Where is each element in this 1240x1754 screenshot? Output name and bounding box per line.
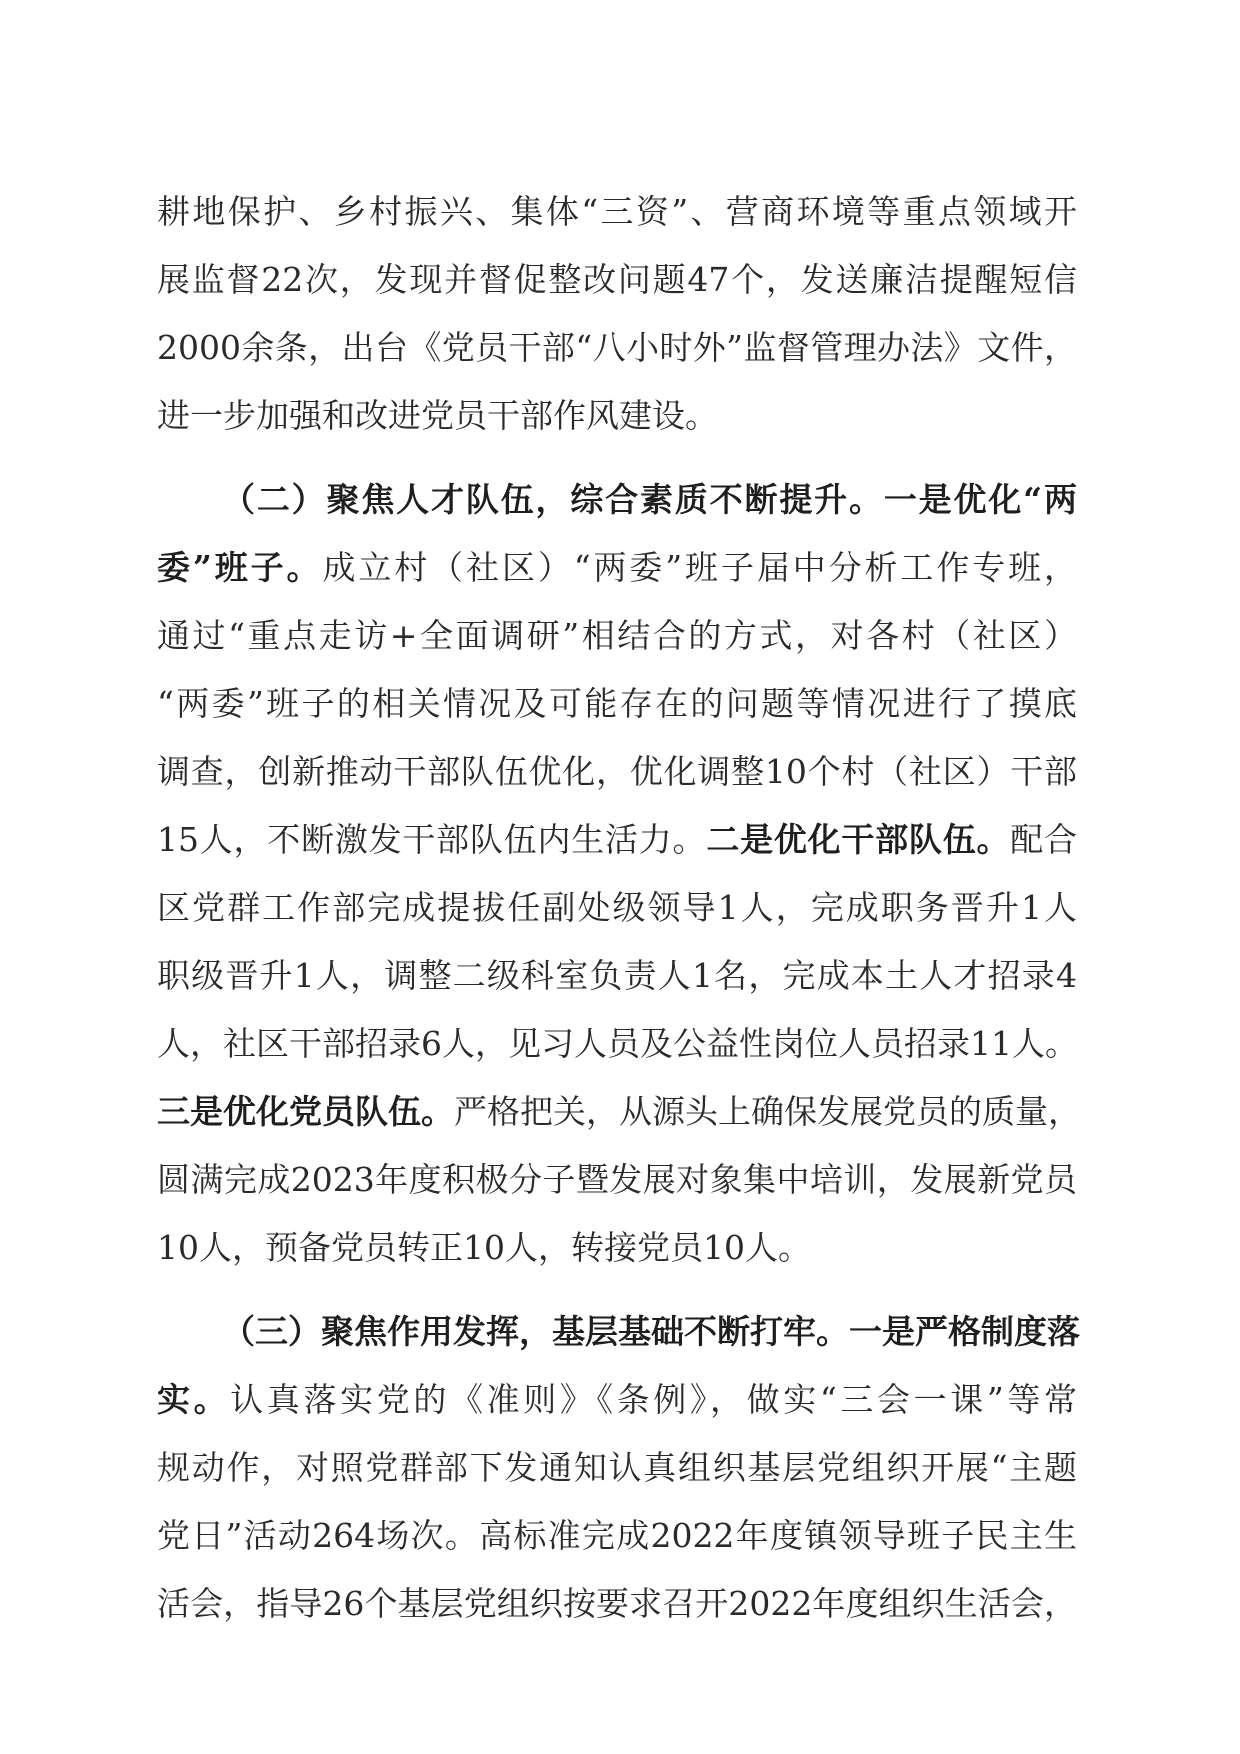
text-line: 圆满完成2023年度积极分子暨发展对象集中培训，发展新党员 [157,1160,1077,1199]
line-text: 配合 [1010,820,1078,859]
text-line [157,536,1077,600]
heading-bold-text: （二）聚焦人才队伍，综合素质不断提升。一是优化“两 [222,480,1077,519]
text-line: 展监督22次，发现并督促整改问题47个，发送廉洁提醒短信 [157,260,1077,299]
text-line [157,808,1077,872]
text-line: 调查，创新推动干部队伍优化，优化调整10个村（社区）干部 [157,752,1077,791]
text-line: 活会，指导26个基层党组织按要求召开2022年度组织生活会， [157,1584,1077,1623]
heading-bold-text: （三）聚焦作用发挥，基层基础不断打牢。一是严格制度落 [222,1312,1080,1351]
text-line [157,1080,1081,1144]
text-line: 规动作，对照党群部下发通知认真组织基层党组织开展“主题 [157,1448,1077,1487]
text-line: 10人，预备党员转正10人，转接党员10人。 [157,1228,811,1267]
line-text: 严格把关，从源头上确保发展党员的质量， [454,1092,1081,1131]
section-heading [222,468,1077,532]
text-line: 人，社区干部招录6人，见习人员及公益性岗位人员招录11人。 [157,1024,1078,1063]
line-text: 成立村（社区）“两委”班子届中分析工作专班， [322,548,1078,587]
text-line: 党日”活动264场次。高标准完成2022年度镇领导班子民主生 [157,1516,1077,1555]
text-line: 通过“重点走访+全面调研”相结合的方式，对各村（社区） [157,616,1077,655]
text-line: 区党群工作部完成提拔任副处级领导1人，完成职务晋升1人 [157,888,1077,927]
text-line [157,1368,1077,1432]
text-line: 进一步加强和改进党员干部作风建设。 [157,396,718,435]
bold-phrase: 二是优化干部队伍。 [706,820,1011,859]
section-heading [222,1300,1080,1364]
line-text: 15人，不断激发干部队伍内生活力。 [157,820,707,859]
heading-bold-text: 委”班子。 [157,548,323,587]
text-line: “两委”班子的相关情况及可能存在的问题等情况进行了摸底 [157,684,1077,723]
heading-bold-text: 实。 [157,1380,231,1419]
text-line: 2000余条，出台《党员干部“八小时外”监督管理办法》文件， [157,328,1077,367]
bold-phrase: 三是优化党员队伍。 [157,1092,454,1131]
text-line: 职级晋升1人，调整二级科室负责人1名，完成本土人才招录4 [157,956,1077,995]
line-text: 认真落实党的《准则》《条例》，做实“三会一课”等常 [230,1380,1077,1419]
text-line: 耕地保护、乡村振兴、集体“三资”、营商环境等重点领域开 [157,192,1077,231]
